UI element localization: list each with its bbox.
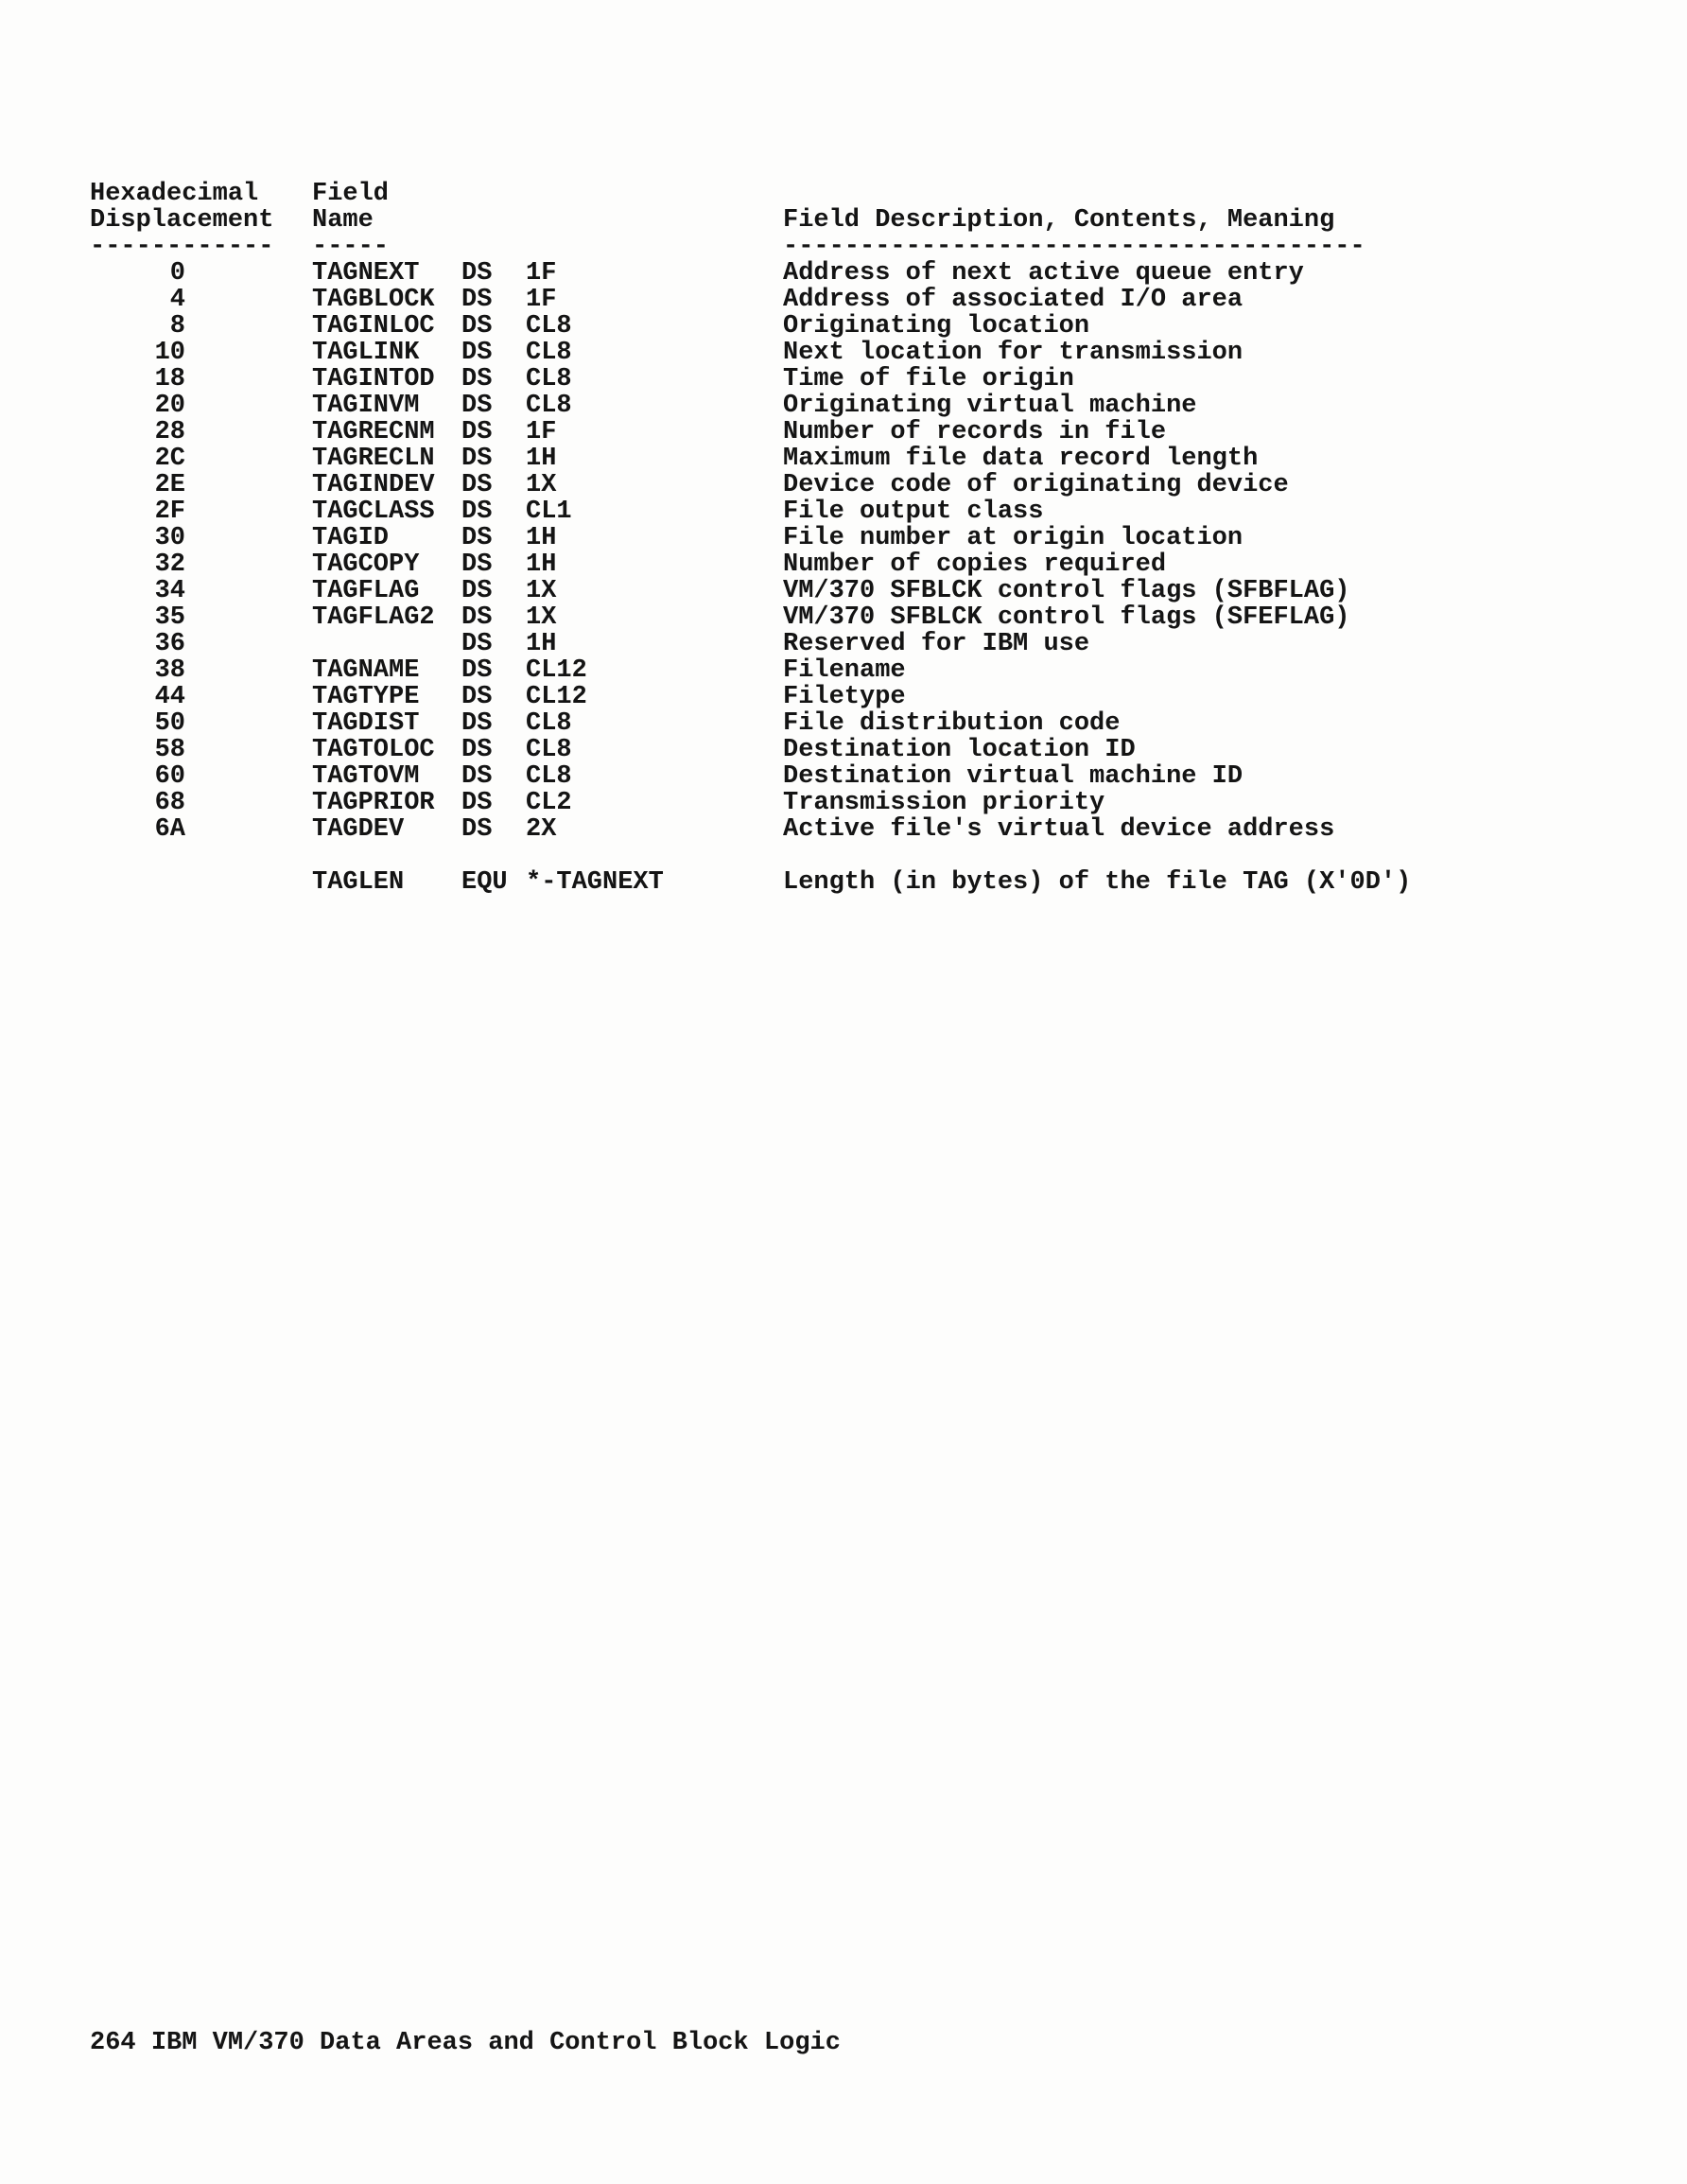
hex-displacement-cell: 30 [154, 524, 185, 552]
operand-cell: 1F [526, 259, 557, 288]
description-cell: Maximum file data record length [783, 445, 1259, 473]
hex-displacement-cell: 10 [154, 339, 185, 367]
operand-cell: *-TAGNEXT [526, 868, 664, 897]
hex-displacement-cell: 2C [154, 445, 185, 473]
hex-displacement-cell: 58 [154, 736, 185, 764]
operand-cell: CL12 [526, 656, 587, 685]
description-cell: File distribution code [783, 709, 1121, 738]
opcode-cell: DS [461, 392, 493, 420]
operand-cell: 1X [526, 577, 557, 605]
operand-cell: CL8 [526, 736, 572, 764]
footer-title: IBM VM/370 Data Areas and Control Block Logic [150, 2029, 841, 2057]
opcode-cell: DS [461, 577, 493, 605]
operand-cell: 1H [526, 445, 557, 473]
table-row [90, 498, 1660, 525]
operand-cell: 1X [526, 603, 557, 632]
operand-cell: CL8 [526, 365, 572, 393]
page-footer [90, 2030, 1660, 2056]
table-header-rule [90, 234, 1660, 260]
table-row [90, 710, 1660, 737]
field-name-cell: TAGINLOC [312, 312, 435, 341]
opcode-cell: DS [461, 259, 493, 288]
field-name-cell: TAGNAME [312, 656, 420, 685]
opcode-cell: DS [461, 815, 493, 844]
opcode-cell: DS [461, 498, 493, 526]
description-cell: Time of file origin [783, 365, 1074, 393]
table-row [90, 260, 1660, 287]
opcode-cell: DS [461, 683, 493, 711]
table-row [90, 763, 1660, 790]
table-row [90, 631, 1660, 657]
header-hexadecimal: Hexadecimal [90, 180, 259, 208]
hex-displacement-cell: 60 [154, 762, 185, 791]
description-cell: Number of records in file [783, 418, 1167, 446]
field-name-cell: TAGNEXT [312, 259, 420, 288]
description-cell: Active file's virtual device address [783, 815, 1335, 844]
operand-cell: 1F [526, 286, 557, 314]
rule-name: ----- [312, 233, 390, 261]
equ-row [90, 869, 1660, 896]
hex-displacement-cell: 36 [154, 630, 185, 658]
table-row [90, 684, 1660, 710]
opcode-cell: DS [461, 286, 493, 314]
hex-displacement-cell: 8 [169, 312, 185, 341]
field-name-cell: TAGINDEV [312, 471, 435, 499]
opcode-cell: DS [461, 709, 493, 738]
opcode-cell: DS [461, 762, 493, 791]
table-row [90, 604, 1660, 631]
description-cell: Filetype [783, 683, 906, 711]
operand-cell: 1X [526, 471, 557, 499]
field-name-cell: TAGID [312, 524, 390, 552]
table-row [90, 446, 1660, 472]
description-cell: VM/370 SFBLCK control flags (SFBFLAG) [783, 577, 1350, 605]
hex-displacement-cell: 35 [154, 603, 185, 632]
table-header-line1 [90, 181, 1660, 207]
opcode-cell: DS [461, 339, 493, 367]
header-name: Name [312, 206, 374, 235]
hex-displacement-cell: 2E [154, 471, 185, 499]
hex-displacement-cell: 2F [154, 498, 185, 526]
description-cell: Number of copies required [783, 550, 1167, 579]
description-cell: Originating virtual machine [783, 392, 1197, 420]
table-row [90, 737, 1660, 763]
hex-displacement-cell: 50 [154, 709, 185, 738]
table-row [90, 419, 1660, 446]
hex-displacement-cell: 28 [154, 418, 185, 446]
opcode-cell: DS [461, 524, 493, 552]
field-name-cell: TAGRECLN [312, 445, 435, 473]
header-field-description: Field Description, Contents, Meaning [783, 206, 1335, 235]
tag-block-layout-table [90, 181, 1660, 896]
opcode-cell: DS [461, 789, 493, 817]
hex-displacement-cell: 34 [154, 577, 185, 605]
field-name-cell: TAGDIST [312, 709, 420, 738]
hex-displacement-cell: 20 [154, 392, 185, 420]
opcode-cell: DS [461, 312, 493, 341]
operand-cell: 1F [526, 418, 557, 446]
header-field: Field [312, 180, 390, 208]
description-cell: Destination virtual machine ID [783, 762, 1244, 791]
field-name-cell: TAGLEN [312, 868, 405, 897]
opcode-cell: DS [461, 445, 493, 473]
opcode-cell: EQU [461, 868, 508, 897]
field-name-cell: TAGLINK [312, 339, 420, 367]
description-cell: File number at origin location [783, 524, 1244, 552]
operand-cell: CL8 [526, 339, 572, 367]
operand-cell: CL8 [526, 762, 572, 791]
table-row [90, 340, 1660, 366]
hex-displacement-cell: 38 [154, 656, 185, 685]
operand-cell: 2X [526, 815, 557, 844]
description-cell: Filename [783, 656, 906, 685]
table-rows [90, 260, 1660, 843]
opcode-cell: DS [461, 471, 493, 499]
table-row [90, 525, 1660, 551]
field-name-cell: TAGTYPE [312, 683, 420, 711]
opcode-cell: DS [461, 736, 493, 764]
operand-cell: CL1 [526, 498, 572, 526]
opcode-cell: DS [461, 550, 493, 579]
operand-cell: 1H [526, 550, 557, 579]
field-name-cell: TAGRECNM [312, 418, 435, 446]
hex-displacement-cell: 4 [169, 286, 185, 314]
header-displacement: Displacement [90, 206, 274, 235]
table-row [90, 366, 1660, 393]
field-name-cell: TAGFLAG [312, 577, 420, 605]
description-cell: Next location for transmission [783, 339, 1244, 367]
rule-description: -------------------------------------- [783, 233, 1365, 261]
hex-displacement-cell: 18 [154, 365, 185, 393]
table-row [90, 578, 1660, 604]
operand-cell: CL8 [526, 312, 572, 341]
page-number: 264 [90, 2029, 136, 2057]
opcode-cell: DS [461, 656, 493, 685]
table-row [90, 472, 1660, 498]
operand-cell: CL2 [526, 789, 572, 817]
hex-displacement-cell: 6A [154, 815, 185, 844]
field-name-cell: TAGDEV [312, 815, 405, 844]
opcode-cell: DS [461, 418, 493, 446]
description-cell: Device code of originating device [783, 471, 1289, 499]
field-name-cell: TAGTOVM [312, 762, 420, 791]
description-cell: Address of associated I/O area [783, 286, 1244, 314]
description-cell: VM/370 SFBLCK control flags (SFEFLAG) [783, 603, 1350, 632]
table-row [90, 816, 1660, 843]
opcode-cell: DS [461, 630, 493, 658]
hex-displacement-cell: 32 [154, 550, 185, 579]
description-cell: Length (in bytes) of the file TAG (X'0D') [783, 868, 1412, 897]
table-row [90, 393, 1660, 419]
description-cell: Transmission priority [783, 789, 1105, 817]
field-name-cell: TAGTOLOC [312, 736, 435, 764]
opcode-cell: DS [461, 603, 493, 632]
rule-displacement: ------------ [90, 233, 274, 261]
description-cell: Address of next active queue entry [783, 259, 1304, 288]
operand-cell: CL8 [526, 392, 572, 420]
field-name-cell: TAGINVM [312, 392, 420, 420]
operand-cell: 1H [526, 524, 557, 552]
description-cell: Destination location ID [783, 736, 1136, 764]
field-name-cell: TAGBLOCK [312, 286, 435, 314]
field-name-cell: TAGFLAG2 [312, 603, 435, 632]
blank-line [90, 843, 1660, 869]
operand-cell: CL12 [526, 683, 587, 711]
field-name-cell: TAGCOPY [312, 550, 420, 579]
hex-displacement-cell: 0 [169, 259, 185, 288]
operand-cell: 1H [526, 630, 557, 658]
table-header-line2 [90, 207, 1660, 234]
table-row [90, 551, 1660, 578]
hex-displacement-cell: 68 [154, 789, 185, 817]
opcode-cell: DS [461, 365, 493, 393]
table-row [90, 287, 1660, 313]
field-name-cell: TAGCLASS [312, 498, 435, 526]
table-row [90, 657, 1660, 684]
table-row [90, 313, 1660, 340]
field-name-cell: TAGINTOD [312, 365, 435, 393]
table-row [90, 790, 1660, 816]
hex-displacement-cell: 44 [154, 683, 185, 711]
description-cell: Originating location [783, 312, 1090, 341]
field-name-cell: TAGPRIOR [312, 789, 435, 817]
description-cell: File output class [783, 498, 1044, 526]
operand-cell: CL8 [526, 709, 572, 738]
description-cell: Reserved for IBM use [783, 630, 1090, 658]
